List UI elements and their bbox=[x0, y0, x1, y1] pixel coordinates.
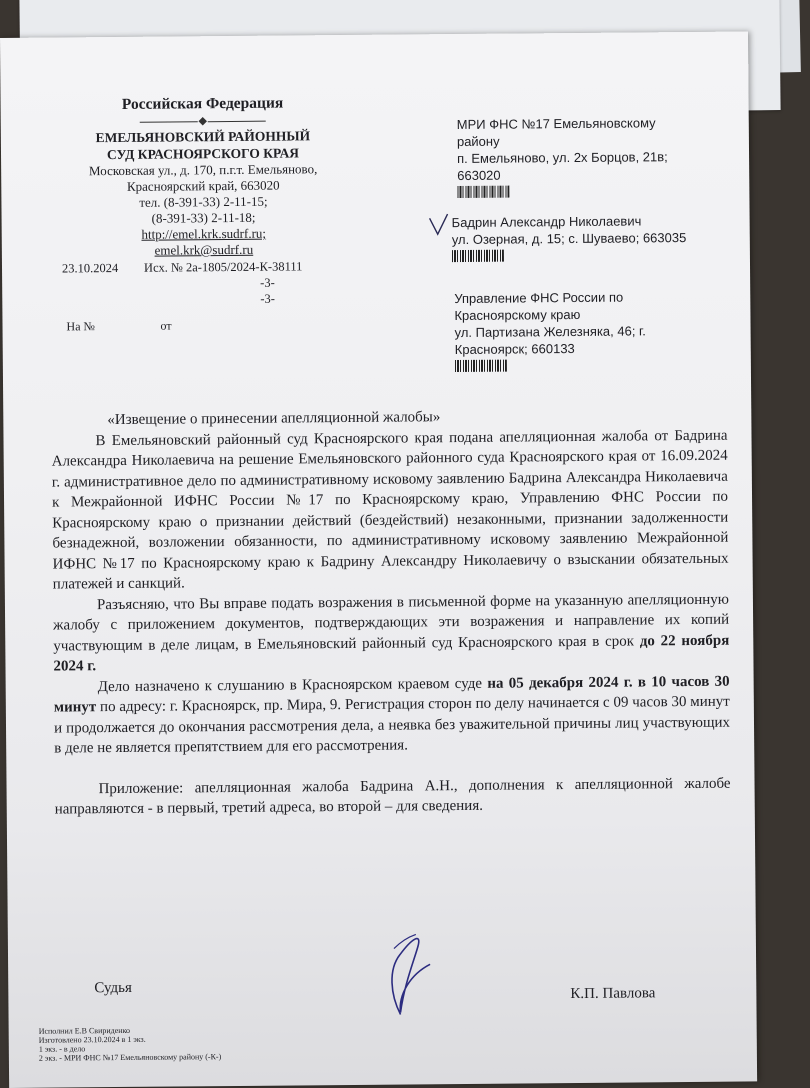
court-header bbox=[63, 95, 344, 259]
recipient-address: п. Емельяново, ул. 2х Борцов, 21в; bbox=[457, 149, 668, 167]
attachment-paragraph: Приложение: апелляционная жалоба Бадрина А.Н., дополнения к апелляционной жалобе направляются - в первый, третий адреса, во второй – для сведения. bbox=[54, 775, 731, 818]
recipient-block bbox=[454, 288, 705, 372]
reference-number-label: На № bbox=[66, 319, 96, 334]
notice-title: «Извещение о принесении апелляционной жалобы» bbox=[107, 409, 441, 429]
court-address-line2: Красноярский край, 663020 bbox=[126, 177, 280, 194]
court-email-link[interactable]: emel.krk@sudrf.ru bbox=[154, 241, 254, 258]
handwritten-signature bbox=[360, 924, 451, 1025]
footer-line: Исполнил Е.В Свириденко bbox=[38, 1025, 131, 1036]
court-phone2: (8-391-33) 2-11-18; bbox=[151, 209, 256, 226]
paragraph-text: по адресу: г. Красноярск, пр. Мира, 9. Регистрация сторон по делу начинается с 09 часов 30 минут и продолжается до окончания рассмотрения дела, а неявка без уважительной причины лиц участвующих в деле не является препятствием для его рассмотрения. bbox=[53, 693, 731, 757]
footer-line: 2 экз. - МРИ ФНС №17 Емельяновскому району (-К-) bbox=[38, 1052, 222, 1063]
notice-paragraph: В Емельяновский районный суд Красноярского края подана апелляционная жалоба от Бадрина Александра Николаевича на решение Емельяновского районного суда Красноярского края от 16.09.2024 г. административное дело по административному исковому заявлению Бадрина Александра Николаевича к Межрайонной ИФНС России №17 по Красноярскому краю, Управлению ФНС России по Красноярскому краю о признании действий (бездействий) незаконными, признании задолженности безнадежной, возложении обязанности, по административному исковому заявлению Межрайонной ИФНС №17 по Красноярскому краю к Бадрину Александру Николаевичу о взыскании обязательных платежей и санкций. bbox=[51, 427, 729, 593]
notice-paragraph bbox=[54, 671, 731, 759]
notice-paragraph bbox=[53, 589, 730, 677]
footer-line: Изготовлено 23.10.2024 в 1 экз. bbox=[38, 1034, 146, 1045]
judge-label: Судья bbox=[94, 979, 132, 997]
deadline-date: до 22 ноября 2024 г. bbox=[53, 632, 730, 675]
check-mark-icon bbox=[428, 212, 450, 238]
court-name-line2: СУД КРАСНОЯРСКОГО КРАЯ bbox=[106, 145, 300, 163]
header-divider bbox=[63, 117, 343, 125]
document-page bbox=[0, 31, 757, 1087]
notice-body bbox=[51, 405, 731, 820]
paragraph-text: Дело назначено к слушанию в Красноярском краевом суде bbox=[97, 675, 488, 695]
recipient-name: району bbox=[456, 133, 500, 150]
recipient-name: Управление ФНС России по bbox=[454, 289, 624, 307]
recipient-address: 663020 bbox=[457, 167, 501, 184]
judge-name: К.П. Павлова bbox=[570, 985, 656, 1003]
recipient-name: Красноярскому краю bbox=[454, 306, 581, 324]
paragraph-text: Разъясняю, что Вы вправе подать возражения в письменной форме на указанную апелляционную жалобу с приложением документов, подтверждающих эти возражения и направление их копий участвующим в деле лицам, в Емельяновский районный суд Красноярского края в срок bbox=[53, 591, 730, 655]
hearing-datetime: на 05 декабря 2024 г. в 10 часов 30 минут bbox=[53, 673, 730, 716]
country-title: Российская Федерация bbox=[121, 94, 284, 113]
diamond-icon bbox=[198, 117, 206, 125]
recipient-block bbox=[452, 212, 722, 262]
outgoing-number: Исх. № 2а-1805/2024-К-38111 bbox=[143, 259, 303, 275]
recipient-block bbox=[457, 114, 708, 198]
barcode-icon bbox=[455, 360, 507, 372]
barcode-icon bbox=[452, 250, 504, 262]
barcode-icon bbox=[457, 186, 509, 198]
court-name-line1: ЕМЕЛЬЯНОВСКИЙ РАЙОННЫЙ bbox=[95, 128, 311, 146]
recipient-address: ул. Озерная, д. 15; с. Шуваево; 663035 bbox=[451, 230, 687, 248]
reference-date-label: от bbox=[160, 318, 172, 333]
recipient-name: МРИ ФНС №17 Емельяновскому bbox=[456, 115, 656, 133]
marker-dash: -3- bbox=[260, 291, 275, 306]
footer-line: 1 экз. - в дело bbox=[38, 1044, 86, 1054]
recipient-address: ул. Партизана Железняка, 46; г. bbox=[454, 323, 646, 341]
court-phone1: тел. (8-391-33) 2-11-15; bbox=[139, 193, 268, 210]
marker-dash: -3- bbox=[260, 275, 275, 290]
recipient-name: Бадрин Александр Николаевич bbox=[451, 213, 642, 231]
court-address-line1: Московская ул., д. 170, п.г.т. Емельяново, bbox=[88, 161, 318, 179]
recipient-address: Красноярск; 660133 bbox=[454, 340, 575, 358]
document-date: 23.10.2024 bbox=[61, 260, 119, 276]
court-website-link[interactable]: http://emel.krk.sudrf.ru; bbox=[141, 225, 267, 242]
executor-footer bbox=[39, 1024, 339, 1063]
